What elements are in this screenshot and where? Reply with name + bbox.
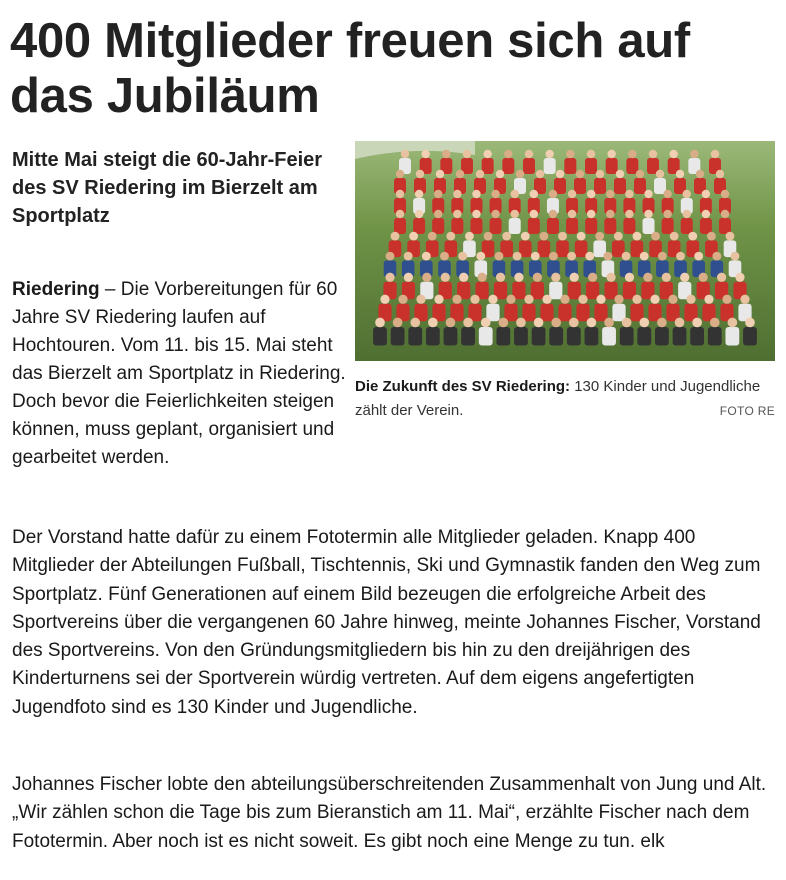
person-body: [544, 158, 556, 174]
person-head: [434, 210, 442, 218]
person-head: [569, 318, 579, 328]
person-head: [712, 252, 721, 261]
person-body: [540, 304, 553, 322]
person-head: [458, 252, 467, 261]
person-head: [711, 150, 719, 158]
person-head: [704, 295, 713, 304]
person-head: [595, 232, 604, 241]
person-body: [594, 178, 606, 194]
person-head: [421, 150, 429, 158]
caption-title: Die Zukunft des SV Riedering:: [355, 378, 571, 395]
person-head: [699, 273, 708, 282]
person-head: [416, 170, 424, 178]
person-body: [538, 240, 551, 257]
person-head: [694, 252, 703, 261]
team-photo-image: [355, 141, 775, 361]
person-head: [422, 252, 431, 261]
person-head: [587, 190, 595, 198]
person-body: [585, 218, 597, 234]
person-body: [558, 304, 571, 322]
person-head: [477, 273, 486, 282]
person-head: [568, 190, 576, 198]
person-head: [385, 273, 394, 282]
person-head: [491, 190, 499, 198]
person-head: [545, 150, 553, 158]
person-head: [606, 273, 615, 282]
person-head: [596, 295, 605, 304]
person-head: [560, 295, 569, 304]
person-body: [514, 327, 528, 345]
person-body: [461, 327, 475, 345]
person-head: [549, 210, 557, 218]
person-body: [594, 304, 607, 322]
person-head: [422, 273, 431, 282]
person-body: [482, 158, 494, 174]
person-head: [622, 252, 631, 261]
person-head: [530, 190, 538, 198]
person-head: [499, 318, 509, 328]
person-body: [504, 304, 517, 322]
person-head: [604, 318, 614, 328]
person-body: [637, 327, 651, 345]
person-head: [663, 210, 671, 218]
person-body: [612, 304, 625, 322]
person-head: [680, 273, 689, 282]
person-head: [716, 170, 724, 178]
person-head: [686, 295, 695, 304]
person-head: [578, 295, 587, 304]
person-body: [373, 327, 387, 345]
person-head: [596, 170, 604, 178]
person-body: [662, 218, 674, 234]
person-head: [688, 232, 697, 241]
person-head: [670, 232, 679, 241]
person-body: [547, 218, 559, 234]
person-body: [673, 327, 687, 345]
person-head: [556, 170, 564, 178]
person-head: [470, 295, 479, 304]
person-body: [470, 218, 482, 234]
person-body: [620, 327, 634, 345]
person-body: [391, 327, 405, 345]
person-head: [690, 150, 698, 158]
photo-caption: [355, 375, 775, 423]
person-body: [556, 240, 569, 257]
person-body: [690, 327, 704, 345]
person-body: [567, 327, 581, 345]
person-head: [607, 150, 615, 158]
person-body: [496, 327, 510, 345]
person-head: [692, 318, 702, 328]
lead-text: – Die Vorbereitungen für 60 Jahre SV Riedering laufen auf Hochtouren. Vom 11. bis 15. Mai steht das Bierzelt am Sportplatz in Riedering. Doch bevor die Feierlichkeiten steigen können, muss geplant, organisiert und gearbeitet werden.: [12, 279, 346, 468]
person-head: [707, 232, 716, 241]
person-head: [726, 232, 735, 241]
person-body: [432, 218, 444, 234]
person-head: [401, 150, 409, 158]
article-headline: 400 Mitglieder freuen sich auf das Jubiläum: [10, 14, 690, 123]
person-head: [625, 210, 633, 218]
person-body: [522, 304, 535, 322]
person-head: [658, 252, 667, 261]
person-head: [456, 170, 464, 178]
person-head: [606, 210, 614, 218]
person-head: [396, 210, 404, 218]
body-paragraph-2: Johannes Fischer lobte den abteilungsüberschreitenden Zusammenhalt von Jung und Alt. „Wir zählen schon die Tage bis zum Bieranstich am 11. Mai“, erzählte Fischer nach dem Fototermin. Aber noch ist es nicht soweit. Es gibt noch eine Menge zu tun. elk: [12, 774, 767, 852]
person-head: [375, 318, 385, 328]
person-head: [568, 210, 576, 218]
person-body: [502, 158, 514, 174]
person-body: [413, 218, 425, 234]
person-head: [396, 190, 404, 198]
dateline: Riedering: [12, 279, 100, 300]
person-head: [442, 150, 450, 158]
person-head: [463, 318, 473, 328]
person-head: [542, 295, 551, 304]
person-head: [536, 170, 544, 178]
article-subheadline: Mitte Mai steigt die 60-Jahr-Feier des SV Riedering im Bierzelt am Sportplatz: [12, 149, 323, 227]
person-body: [532, 327, 546, 345]
person-body: [614, 178, 626, 194]
person-head: [428, 232, 437, 241]
person-head: [731, 252, 740, 261]
person-head: [472, 210, 480, 218]
person-head: [649, 150, 657, 158]
person-head: [566, 150, 574, 158]
person-body: [623, 218, 635, 234]
person-head: [570, 273, 579, 282]
person-head: [534, 318, 544, 328]
person-head: [398, 295, 407, 304]
person-head: [676, 170, 684, 178]
person-head: [587, 210, 595, 218]
person-head: [603, 252, 612, 261]
person-body: [575, 240, 588, 257]
person-head: [668, 295, 677, 304]
person-head: [511, 210, 519, 218]
person-body: [606, 158, 618, 174]
person-head: [662, 273, 671, 282]
person-head: [588, 273, 597, 282]
person-head: [657, 318, 667, 328]
person-head: [740, 295, 749, 304]
person-body: [654, 178, 666, 194]
person-head: [504, 150, 512, 158]
person-body: [549, 327, 563, 345]
person-head: [721, 210, 729, 218]
person-body: [585, 158, 597, 174]
person-body: [743, 327, 757, 345]
person-head: [436, 170, 444, 178]
person-head: [676, 252, 685, 261]
person-head: [650, 295, 659, 304]
person-head: [622, 318, 632, 328]
person-body: [576, 304, 589, 322]
person-body: [725, 327, 739, 345]
person-head: [585, 252, 594, 261]
person-head: [531, 252, 540, 261]
person-body: [566, 218, 578, 234]
person-head: [380, 295, 389, 304]
person-head: [491, 210, 499, 218]
person-head: [488, 295, 497, 304]
person-head: [516, 318, 526, 328]
person-body: [708, 327, 722, 345]
person-head: [513, 252, 522, 261]
person-head: [683, 210, 691, 218]
person-head: [558, 232, 567, 241]
person-body: [634, 178, 646, 194]
person-head: [476, 252, 485, 261]
person-head: [530, 210, 538, 218]
person-head: [484, 232, 493, 241]
person-head: [453, 210, 461, 218]
person-head: [696, 170, 704, 178]
person-head: [616, 170, 624, 178]
person-body: [681, 218, 693, 234]
person-body: [719, 218, 731, 234]
person-head: [702, 210, 710, 218]
person-head: [549, 252, 558, 261]
person-head: [496, 170, 504, 178]
photo-credit: FOTO RE: [719, 404, 775, 418]
person-head: [577, 232, 586, 241]
person-head: [446, 318, 456, 328]
person-body: [490, 218, 502, 234]
person-head: [614, 295, 623, 304]
person-body: [574, 178, 586, 194]
person-head: [441, 273, 450, 282]
person-body: [700, 218, 712, 234]
lead-paragraph: [12, 276, 357, 472]
person-head: [606, 190, 614, 198]
person-head: [415, 210, 423, 218]
person-head: [656, 170, 664, 178]
person-head: [644, 190, 652, 198]
person-body: [451, 218, 463, 234]
person-head: [496, 273, 505, 282]
person-head: [440, 252, 449, 261]
person-head: [391, 232, 400, 241]
person-body: [509, 218, 521, 234]
person-body: [523, 158, 535, 174]
person-head: [452, 295, 461, 304]
person-head: [643, 273, 652, 282]
body-paragraph-1: Der Vorstand hatte dafür zu einem Fototermin alle Mitglieder geladen. Knapp 400 Mitglieder der Abteilungen Fußball, Tischtennis, Ski und Gymnastik fanden den Weg zum Sportplatz. Fünf Generationen auf einem Bild bezeugen die erfolgreiche Arbeit des Sportvereins über die vergangenen 60 Jahre hinweg, meinte Johannes Fischer, Vorstand des Sportvereins. Von den Gründungsmitgliedern bis hin zu den dreijährigen des Kinderturnens sei der Sportverein würdig vertreten. Auf dem eigens angefertigten Jugendfoto sind es 130 Kinder und Jugendliche.: [12, 527, 761, 718]
person-head: [481, 318, 491, 328]
person-body: [549, 282, 562, 300]
person-head: [502, 232, 511, 241]
person-head: [628, 150, 636, 158]
person-head: [567, 252, 576, 261]
person-head: [721, 190, 729, 198]
person-head: [404, 252, 413, 261]
person-head: [551, 273, 560, 282]
person-body: [626, 158, 638, 174]
person-body: [408, 327, 422, 345]
person-head: [640, 252, 649, 261]
person-head: [683, 190, 691, 198]
person-head: [669, 150, 677, 158]
person-head: [434, 295, 443, 304]
person-head: [521, 232, 530, 241]
person-head: [549, 190, 557, 198]
person-head: [506, 295, 515, 304]
person-head: [404, 273, 413, 282]
person-head: [663, 190, 671, 198]
person-head: [651, 232, 660, 241]
person-head: [472, 190, 480, 198]
person-body: [479, 327, 493, 345]
person-head: [587, 318, 597, 328]
caption-text: 130 Kinder und Jugendliche zählt der Verein.: [355, 378, 761, 419]
person-body: [604, 218, 616, 234]
person-head: [483, 150, 491, 158]
person-body: [444, 327, 458, 345]
person-head: [465, 232, 474, 241]
person-head: [514, 273, 523, 282]
person-head: [393, 318, 403, 328]
person-head: [386, 252, 395, 261]
person-head: [453, 190, 461, 198]
person-head: [717, 273, 726, 282]
person-head: [434, 190, 442, 198]
person-head: [710, 318, 720, 328]
person-head: [625, 273, 634, 282]
person-body: [564, 158, 576, 174]
person-head: [511, 190, 519, 198]
person-body: [568, 282, 581, 300]
person-body: [394, 218, 406, 234]
person-head: [587, 150, 595, 158]
person-head: [745, 318, 755, 328]
person-head: [396, 170, 404, 178]
person-head: [524, 295, 533, 304]
person-head: [633, 232, 642, 241]
person-head: [639, 318, 649, 328]
person-head: [632, 295, 641, 304]
team-photo: [355, 141, 775, 361]
person-head: [525, 150, 533, 158]
person-head: [625, 190, 633, 198]
person-head: [702, 190, 710, 198]
person-head: [446, 232, 455, 241]
person-head: [551, 318, 561, 328]
person-head: [495, 252, 504, 261]
person-body: [643, 218, 655, 234]
person-head: [539, 232, 548, 241]
person-head: [409, 232, 418, 241]
person-head: [459, 273, 468, 282]
person-head: [576, 170, 584, 178]
person-head: [415, 190, 423, 198]
person-head: [416, 295, 425, 304]
person-head: [735, 273, 744, 282]
person-head: [533, 273, 542, 282]
person-body: [655, 327, 669, 345]
person-head: [463, 150, 471, 158]
person-head: [675, 318, 685, 328]
person-body: [528, 218, 540, 234]
person-head: [428, 318, 438, 328]
person-body: [602, 327, 616, 345]
person-head: [476, 170, 484, 178]
person-head: [728, 318, 738, 328]
person-head: [644, 210, 652, 218]
person-head: [410, 318, 420, 328]
person-head: [516, 170, 524, 178]
person-head: [636, 170, 644, 178]
person-head: [722, 295, 731, 304]
person-body: [585, 327, 599, 345]
person-body: [426, 327, 440, 345]
person-head: [614, 232, 623, 241]
